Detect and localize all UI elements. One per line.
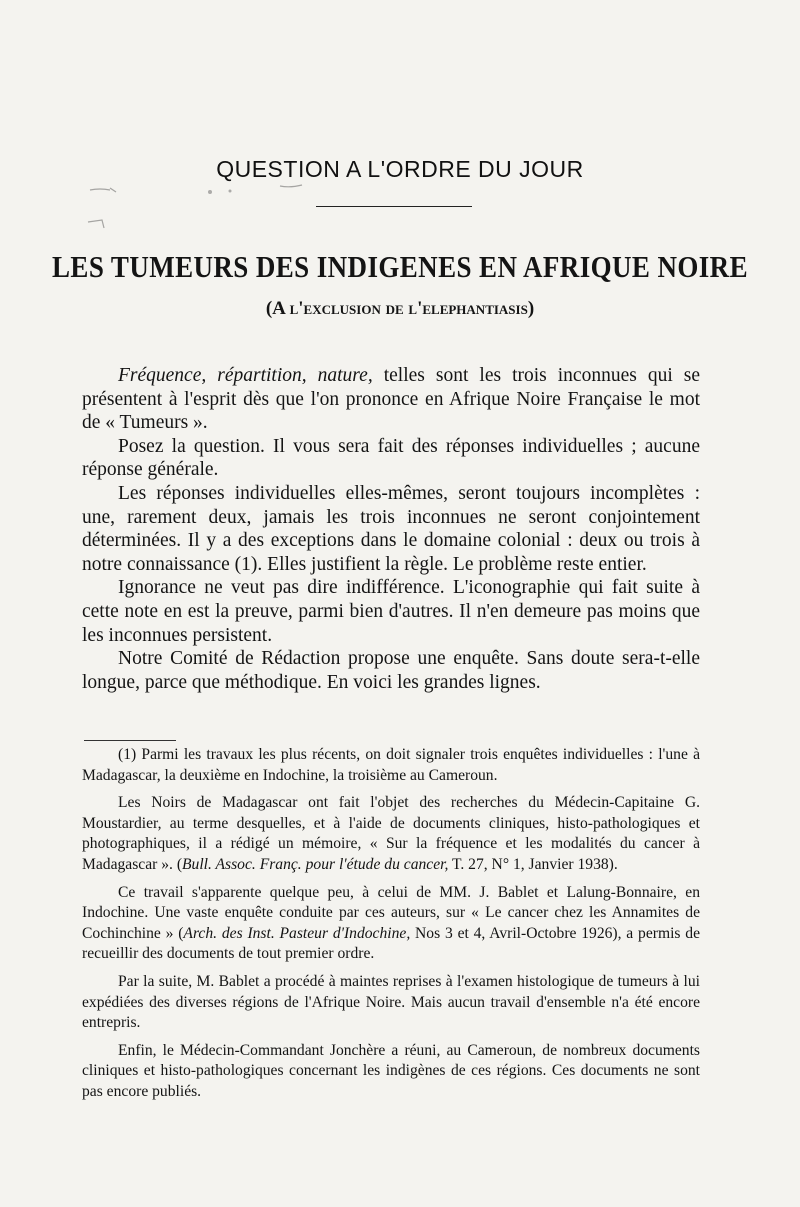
footnote-indochine-ref: Nos 3 et 4, Avril-Octobre 1926), a permis de recueillir des documents de tout premier ordre. xyxy=(82,924,700,963)
subtitle-close-paren: ) xyxy=(527,298,535,319)
section-heading: QUESTION A L'ORDRE DU JOUR xyxy=(216,156,584,182)
subtitle-open-paren: ( xyxy=(265,298,273,319)
paragraph-1-rest: telles sont les trois inconnues qui se présentent à l'esprit dès que l'on prononce en Afrique Noire Française le mot de « Tumeurs ». xyxy=(82,365,701,434)
footnote-madagascar-journal: Bull. Assoc. Franç. pour l'étude du cancer, xyxy=(182,855,449,873)
paragraph-4: Ignorance ne veut pas dire indifférence. L'iconographie qui fait suite à cette note en est la preuve, parmi bien d'autres. Il n'en demeure pas moins que les inconnues persistent. xyxy=(82,577,700,646)
subtitle-text: A l'exclusion de l'elephantiasis xyxy=(272,298,528,319)
footnote-madagascar xyxy=(82,793,700,875)
footnote-bablet: Par la suite, M. Bablet a procédé à maintes reprises à l'examen histologique de tumeurs à lui expédiées des diverses régions de l'Afrique Noire. Mais aucun travail d'ensemble n'a été encore entrepris. xyxy=(82,972,700,1032)
footnote-madagascar-ref: T. 27, N° 1, Janvier 1938). xyxy=(448,855,618,873)
paragraph-2: Posez la question. Il vous sera fait des réponses individuelles ; aucune réponse générale. xyxy=(82,435,700,481)
footnote-1: (1) Parmi les travaux les plus récents, on doit signaler trois enquêtes individuelles : l'une à Madagascar, la deuxième en Indochine, la troisième au Cameroun. xyxy=(82,746,700,784)
footnotes xyxy=(82,745,700,1110)
footnote-cameroun: Enfin, le Médecin-Commandant Jonchère a réuni, au Cameroun, de nombreux documents cliniques et histo-pathologiques concernant les indigènes de ces régions. Ces documents ne sont pas encore publiés. xyxy=(82,1041,700,1100)
article-title: LES TUMEURS DES INDIGENES EN AFRIQUE NOIRE xyxy=(52,250,748,284)
footnote-madagascar-text: Les Noirs de Madagascar ont fait l'objet des recherches du Médecin-Capitaine G. Moustardier, au terme desquelles, et à l'aide de documents cliniques, histo-pathologiques et photographiques, il a rédigé un mémoire, « Sur la fréquence et les modalités du cancer à Madagascar ». ( xyxy=(82,794,700,873)
footnote-indochine-journal: Arch. des Inst. Pasteur d'Indochine, xyxy=(183,924,411,942)
paragraph-5: Notre Comité de Rédaction propose une enquête. Sans doute sera-t-elle longue, parce que méthodique. En voici les grandes lignes. xyxy=(82,648,700,693)
heading-rule xyxy=(316,206,472,207)
ink-smudge-icon xyxy=(80,182,320,232)
article-body xyxy=(82,364,700,694)
footnote-indochine-text: Ce travail s'apparente quelque peu, à celui de MM. J. Bablet et Lalung-Bonnaire, en Indochine. Une vaste enquête conduite par ces auteurs, sur « Le cancer chez les Annamites de Cochinchine » ( xyxy=(82,883,700,942)
paragraph-3: Les réponses individuelles elles-mêmes, seront toujours incomplètes : une, rarement deux, jamais les trois inconnues ne seront conjointement déterminées. Il y a des exceptions dans le domaine colonial : deux ou trois à notre connaissance (1). Elles justifient la règle. Le problème reste entier. xyxy=(82,482,700,575)
article-subtitle xyxy=(0,298,800,320)
paragraph-1 xyxy=(82,364,700,435)
footnote-rule xyxy=(84,740,176,741)
paragraph-1-lead: Fréquence, répartition, nature, xyxy=(118,365,373,386)
footnote-indochine xyxy=(82,883,700,965)
